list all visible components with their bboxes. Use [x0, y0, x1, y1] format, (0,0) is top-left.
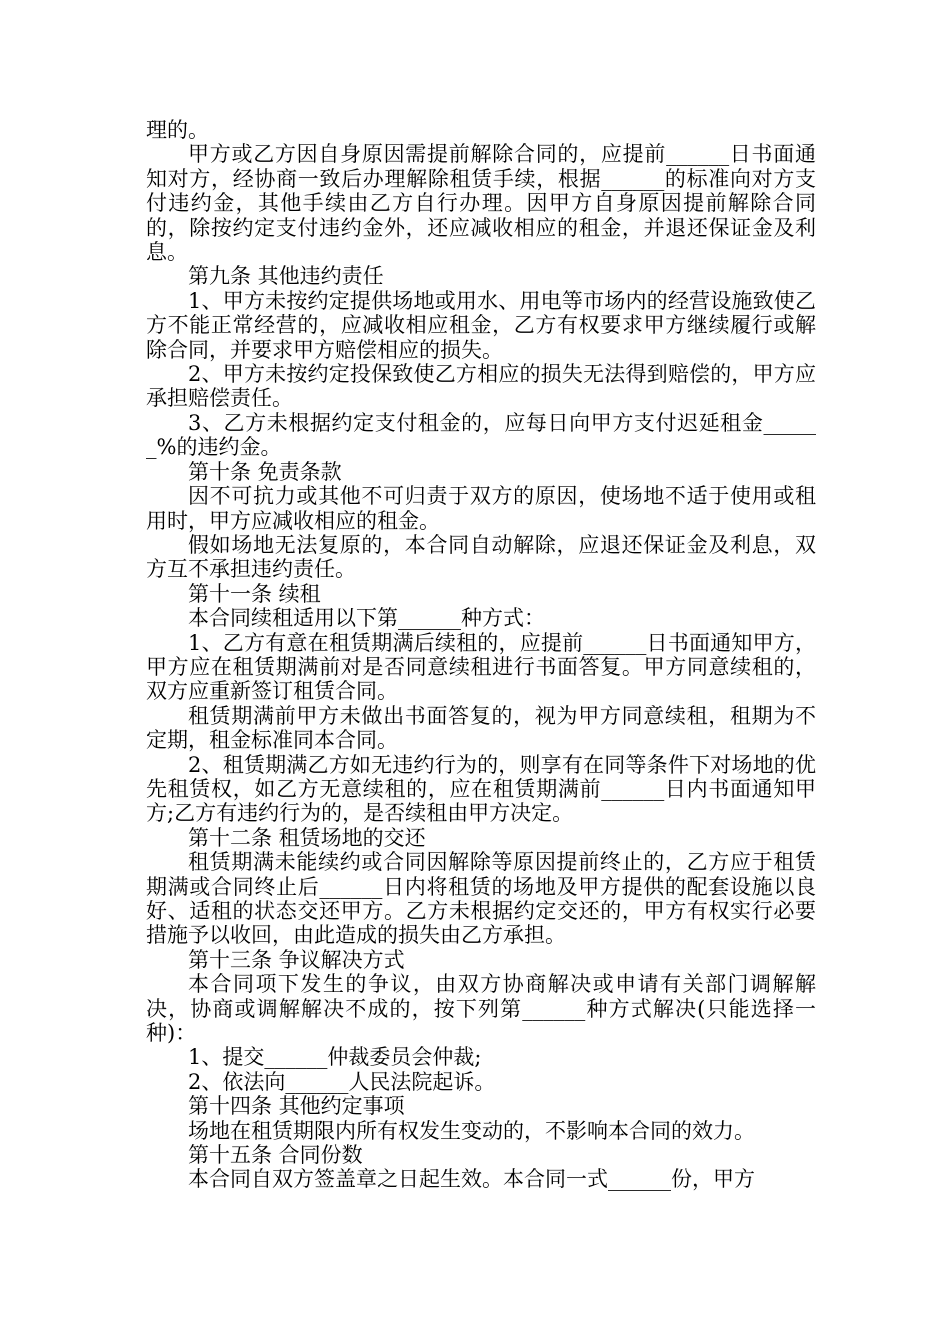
- article-9-clause-3: 3、乙方未根据约定支付租金的，应每日向甲方支付迟延租金______%的违约金。: [146, 410, 816, 460]
- article-12-paragraph: 租赁期满未能续约或合同因解除等原因提前终止的，乙方应于租赁期满或合同终止后______日内将租赁的场地及甲方提供的配套设施以良好、适租的状态交还甲方。乙方未根据约定交还的，甲方有权实行必要措施予以收回，由此造成的损失由乙方承担。: [146, 850, 816, 948]
- article-13-paragraph: 本合同项下发生的争议，由双方协商解决或申请有关部门调解解决，协商或调解解决不成的，按下列第______种方式解决(只能选择一种)：: [146, 972, 816, 1046]
- article-10-paragraph-1: 因不可抗力或其他不可归责于双方的原因，使场地不适于使用或租用时，甲方应减收相应的租金。: [146, 484, 816, 533]
- article-9-clause-2: 2、甲方未按约定投保致使乙方相应的损失无法得到赔偿的，甲方应承担赔偿责任。: [146, 362, 816, 411]
- article-11-heading: 第十一条 续租: [188, 581, 321, 606]
- article-13-clause-1: 1、提交______仲裁委员会仲裁;: [188, 1045, 482, 1070]
- article-9-heading: 第九条 其他违约责任: [188, 264, 384, 289]
- article-15-heading: 第十五条 合同份数: [188, 1143, 363, 1168]
- paragraph-early-termination: 甲方或乙方因自身原因需提前解除合同的，应提前______日书面通知对方，经协商一致后办理解除租赁手续，根据______的标准向对方支付违约金，其他手续由乙方自行办理。因甲方自身原因提前解除合同的，除按约定支付违约金外，还应减收相应的租金，并退还保证金及利息。: [146, 142, 816, 265]
- article-11-clause-1: 1、乙方有意在租赁期满后续租的，应提前______日书面通知甲方，甲方应在租赁期满前对是否同意续租进行书面答复。甲方同意续租的，双方应重新签订租赁合同。: [146, 630, 816, 704]
- document-page: [146, 118, 816, 1192]
- paragraph-continuation: 理的。: [146, 118, 209, 142]
- article-14-paragraph: 场地在租赁期限内所有权发生变动的，不影响本合同的效力。: [188, 1118, 755, 1143]
- article-13-heading: 第十三条 争议解决方式: [188, 947, 405, 972]
- article-10-heading: 第十条 免责条款: [188, 459, 342, 484]
- article-11-paragraph-intro: 本合同续租适用以下第______种方式：: [188, 606, 545, 631]
- article-12-heading: 第十二条 租赁场地的交还: [188, 825, 426, 850]
- article-9-clause-1: 1、甲方未按约定提供场地或用水、用电等市场内的经营设施致使乙方不能正常经营的，应减收相应租金，乙方有权要求甲方继续履行或解除合同，并要求甲方赔偿相应的损失。: [146, 288, 816, 362]
- article-11-paragraph-default: 租赁期满前甲方未做出书面答复的，视为甲方同意续租，租期为不定期，租金标准同本合同。: [146, 703, 816, 753]
- article-11-clause-2: 2、租赁期满乙方如无违约行为的，则享有在同等条件下对场地的优先租赁权，如乙方无意续租的，应在租赁期满前______日内书面通知甲方;乙方有违约行为的，是否续租由甲方决定。: [146, 752, 816, 826]
- article-10-paragraph-2: 假如场地无法复原的，本合同自动解除，应退还保证金及利息，双方互不承担违约责任。: [146, 532, 816, 582]
- article-15-paragraph: 本合同自双方签盖章之日起生效。本合同一式______份，甲方: [188, 1167, 755, 1192]
- article-14-heading: 第十四条 其他约定事项: [188, 1094, 405, 1119]
- article-13-clause-2: 2、依法向______人民法院起诉。: [188, 1069, 496, 1094]
